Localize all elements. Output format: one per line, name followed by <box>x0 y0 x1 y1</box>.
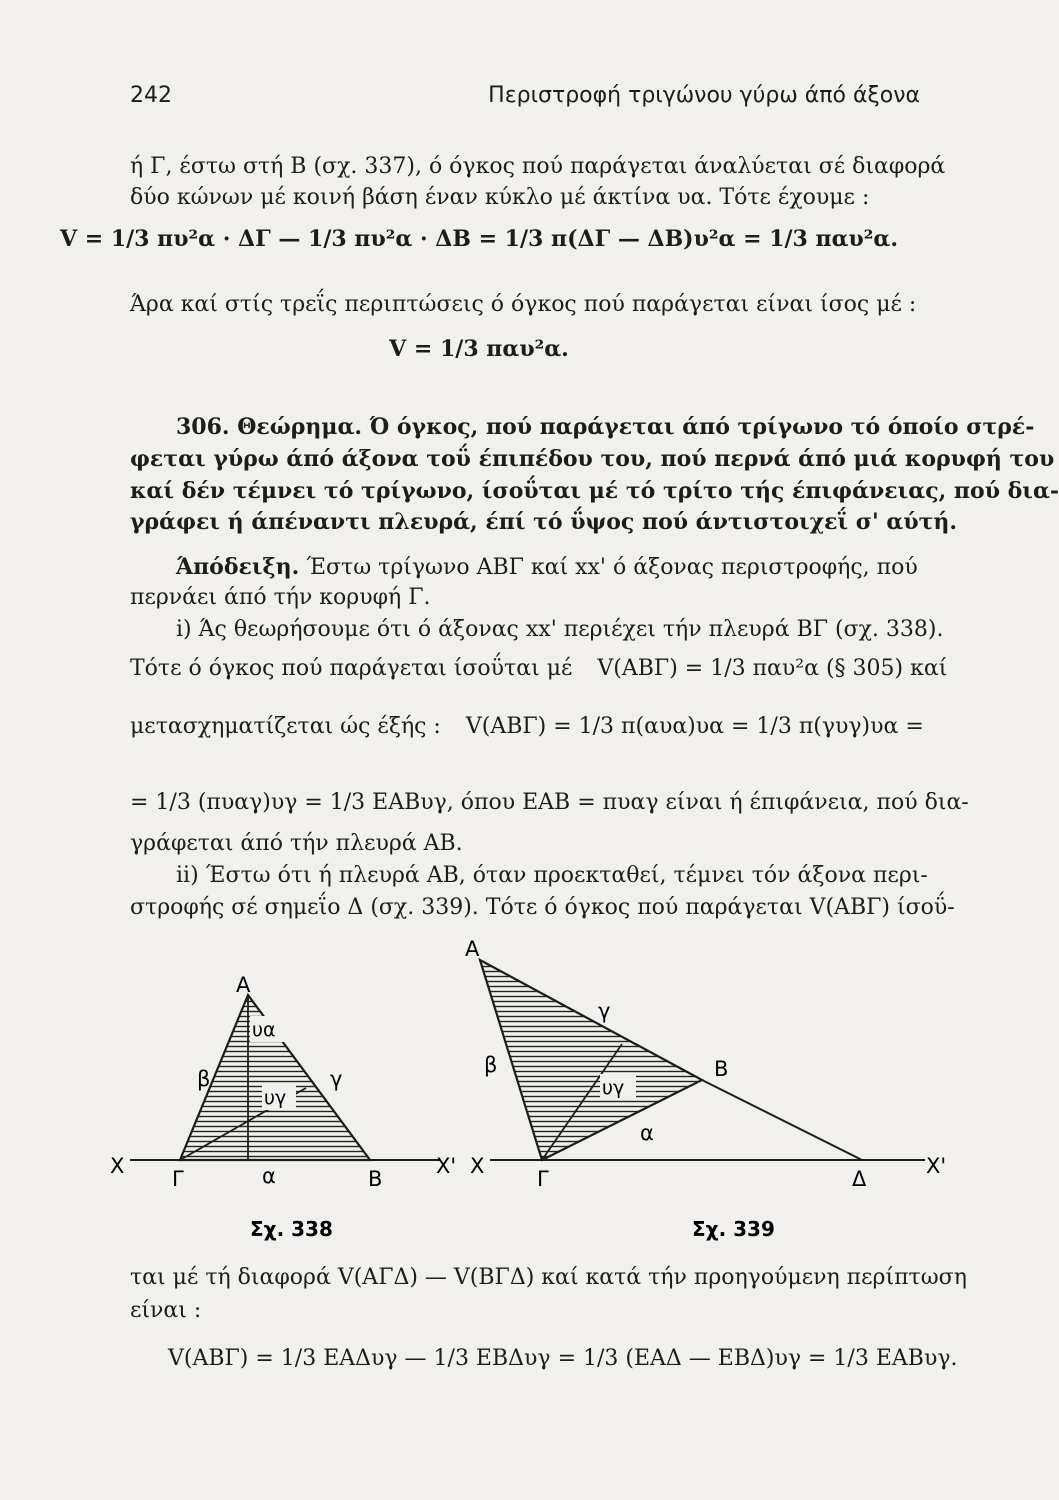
theorem-line: φεται γύρω άπό άξονα τοΰ έπιπέδου του, πού περνά άπό μιά κορυφή του <box>130 446 1055 472</box>
axis-xprime-label: X' <box>436 1154 457 1178</box>
figure-339 <box>465 937 946 1241</box>
ug-label: υγ <box>264 1087 287 1109</box>
proof-line: ται μέ τή διαφορά V(ΑΓΔ) — V(ΒΓΔ) καί κατά τήν προηγούμενη περίπτωση <box>130 1265 967 1290</box>
running-title: Περιστροφή τριγώνου γύρω άπό άξονα <box>488 83 920 108</box>
figures-338-339 <box>0 935 958 1255</box>
equation-volume-difference: V = 1/3 πυ²α · ΔΓ — 1/3 πυ²α · ΔB = 1/3 π(ΔΓ — ΔB)υ²α = 1/3 παυ²α. <box>60 226 898 252</box>
vertex-b-label: B <box>714 1057 729 1081</box>
axis-x-label: X <box>110 1154 125 1178</box>
proof-line: μετασχηματίζεται ώς έξής : V(ΑΒΓ) = 1/3 π(αυα)υα = 1/3 π(γυγ)υα = <box>130 714 924 739</box>
point-d-label: Δ <box>852 1167 867 1191</box>
theorem-line: καί δέν τέμνει τό τρίγωνο, ίσοΰται μέ τό τρίτο τής έπιφάνειας, πού δια- <box>130 478 1059 504</box>
ua-label: υα <box>252 1019 276 1041</box>
proof-line: Τότε ό όγκος πού παράγεται ίσοΰται μέ V(ΑΒΓ) = 1/3 παυ²α (§ 305) καί <box>130 656 948 681</box>
figure-caption: Σχ. 338 <box>250 1217 333 1241</box>
side-alpha-label: α <box>262 1164 276 1188</box>
vertex-g-label: Γ <box>537 1167 549 1191</box>
side-alpha-label: α <box>640 1121 654 1145</box>
proof-line: περνάει άπό τήν κορυφή Γ. <box>130 585 431 610</box>
vertex-a-label: A <box>236 973 251 997</box>
vertex-g-label: Γ <box>172 1167 184 1191</box>
page-number: 242 <box>130 83 172 108</box>
side-beta-label: β <box>197 1067 211 1091</box>
proof-case-i: i) Άς θεωρήσουμε ότι ό άξονας xx' περιέχει τήν πλευρά ΒΓ (σχ. 338). <box>176 617 944 642</box>
side-extension <box>702 1080 862 1160</box>
vertex-a-label: A <box>465 937 480 961</box>
ug-label: υγ <box>602 1077 625 1099</box>
vertex-b-label: B <box>368 1167 383 1191</box>
proof-line: στροφής σέ σημεΐο Δ (σχ. 339). Τότε ό όγκος πού παράγεται V(ABΓ) ίσοΰ- <box>130 895 955 920</box>
side-gamma-label: γ <box>330 1067 343 1091</box>
equation-volume-result: V = 1/3 παυ²α. <box>389 336 569 362</box>
theorem-line: γράφει ή άπέναντι πλευρά, έπί τό ΰψος πού άντιστοιχεΐ σ' αύτή. <box>130 509 958 535</box>
figure-caption: Σχ. 339 <box>692 1217 775 1241</box>
theorem-number: 306. Θεώρημα. <box>176 414 363 440</box>
equation-final: V(ΑΒΓ) = 1/3 EAΔυγ — 1/3 EBΔυγ = 1/3 (EAΔ — EBΔ)υγ = 1/3 EABυγ. <box>168 1346 958 1371</box>
proof-line: γράφεται άπό τήν πλευρά AB. <box>130 831 463 856</box>
theorem-line <box>176 413 1035 441</box>
triangle-abg <box>480 960 702 1160</box>
paragraph-line: δύο κώνων μέ κοινή βάση έναν κύκλο μέ άκτίνα υα. Τότε έχουμε : <box>130 185 870 210</box>
proof-case-ii: ii) Έστω ότι ή πλευρά AB, όταν προεκταθεί, τέμνει τόν άξονα περι- <box>176 863 928 888</box>
axis-xprime-label: X' <box>926 1154 947 1178</box>
figure-338 <box>110 973 456 1241</box>
axis-x-label: X <box>470 1154 485 1178</box>
paragraph-line: ή Γ, έστω στή B (σχ. 337), ό όγκος πού παράγεται άναλύεται σέ διαφορά <box>130 154 946 179</box>
proof-text: Έστω τρίγωνο ΑΒΓ καί xx' ό άξονας περιστροφής, πού <box>306 555 918 580</box>
theorem-text: Ό όγκος, πού παράγεται άπό τρίγωνο τό όποίο στρέ- <box>369 414 1035 440</box>
side-gamma-label: γ <box>598 999 611 1023</box>
proof-line: είναι : <box>130 1298 202 1323</box>
proof-heading: Άπόδειξη. <box>176 554 300 580</box>
proof-line: = 1/3 (πυαγ)υγ = 1/3 EABυγ, όπου EAB = πυαγ είναι ή έπιφάνεια, πού δια- <box>130 790 969 815</box>
paragraph-line: Άρα καί στίς τρεΐς περιπτώσεις ό όγκος πού παράγεται είναι ίσος μέ : <box>130 292 917 317</box>
side-beta-label: β <box>484 1053 498 1077</box>
proof-line <box>176 553 918 582</box>
